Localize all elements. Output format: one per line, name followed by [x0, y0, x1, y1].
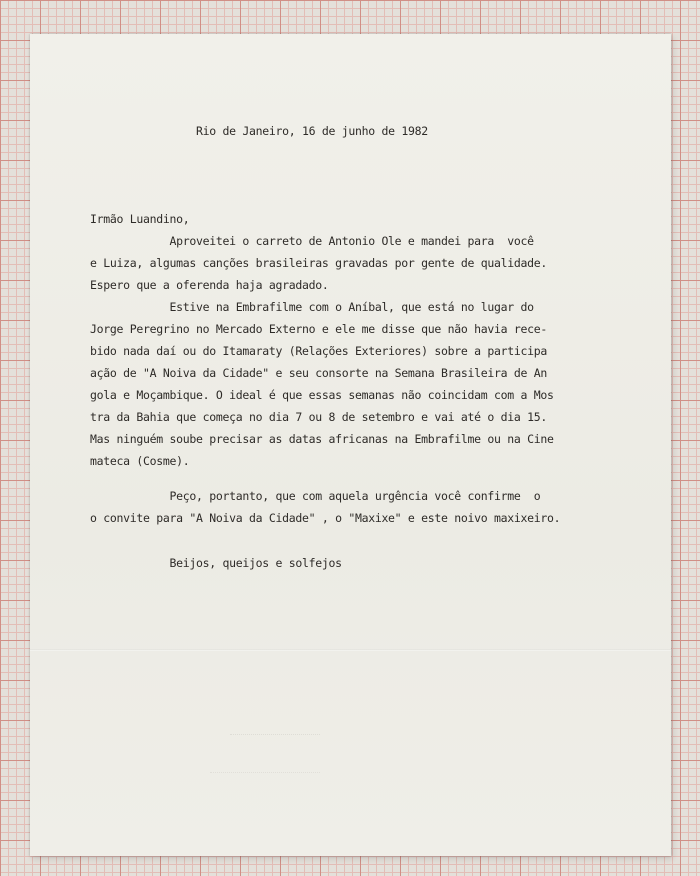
- letter-line: Aproveitei o carreto de Antonio Ole e mandei para você: [90, 234, 534, 248]
- letter-line: tra da Bahia que começa no dia 7 ou 8 de setembro e vai até o dia 15.: [90, 410, 548, 424]
- letter-line: Mas ninguém soube precisar as datas africanas na Embrafilme ou na Cine: [90, 432, 554, 446]
- letter-line: mateca (Cosme).: [90, 454, 190, 468]
- letter-line: o convite para "A Noiva da Cidade" , o "Maxixe" e este noivo maxixeiro.: [90, 511, 561, 525]
- letter-date: Rio de Janeiro, 16 de junho de 1982: [196, 124, 428, 138]
- faint-show-through-mark: [230, 734, 320, 745]
- faint-show-through-mark: [210, 772, 320, 783]
- letter-line: Jorge Peregrino no Mercado Externo e ele me disse que não havia rece-: [90, 322, 548, 336]
- letter-closing: Beijos, queijos e solfejos: [90, 556, 342, 570]
- paper-fold: [30, 649, 671, 651]
- letter-line: e Luiza, algumas canções brasileiras gravadas por gente de qualidade.: [90, 256, 548, 270]
- letter-line: Espero que a oferenda haja agradado.: [90, 278, 329, 292]
- letter-line: gola e Moçambique. O ideal é que essas semanas não coincidam com a Mos: [90, 388, 554, 402]
- letter-line: bido nada daí ou do Itamaraty (Relações Exteriores) sobre a participa: [90, 344, 548, 358]
- letter-line: ação de "A Noiva da Cidade" e seu consorte na Semana Brasileira de An: [90, 366, 548, 380]
- letter-salutation: Irmão Luandino,: [90, 212, 190, 226]
- letter-line: Estive na Embrafilme com o Aníbal, que está no lugar do: [90, 300, 534, 314]
- letter-line: Peço, portanto, que com aquela urgência você confirme o: [90, 489, 541, 503]
- letter-paper: [30, 34, 671, 856]
